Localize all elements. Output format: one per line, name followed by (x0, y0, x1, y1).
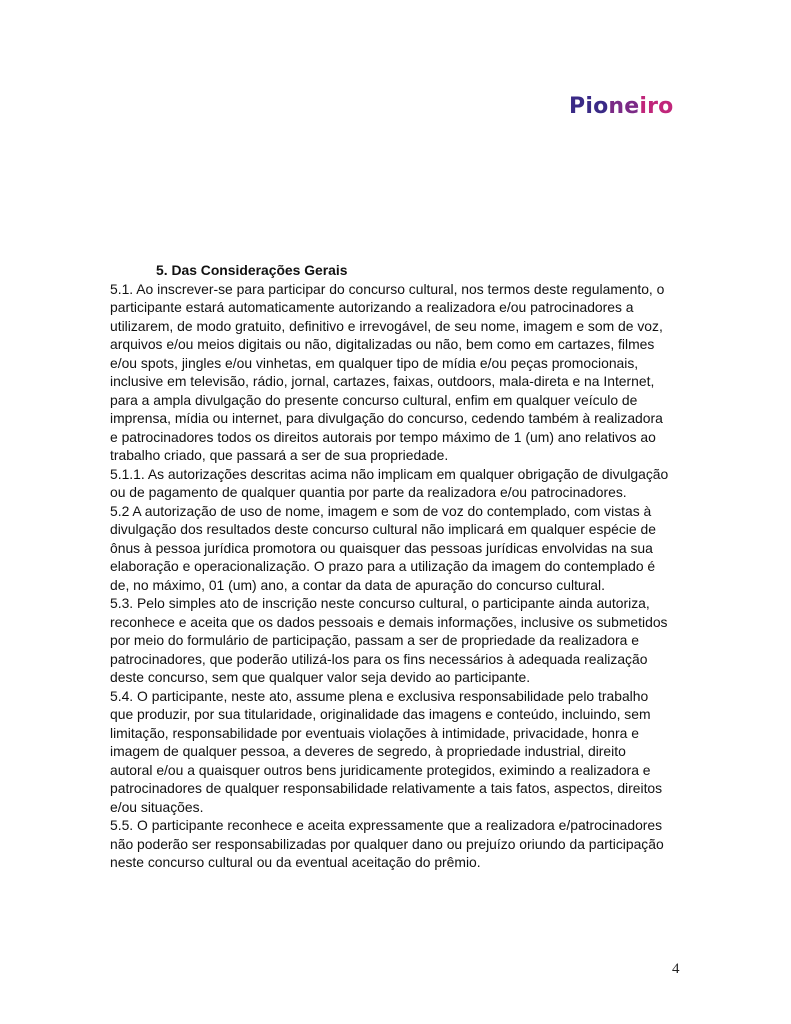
logo-text-part-3: iro (639, 94, 674, 119)
text-line: arquivos e/ou meios digitais ou não, digitalizadas ou não, bem como em cartazes, filmes (110, 336, 655, 352)
section-heading: 5. Das Considerações Gerais (156, 262, 348, 278)
text-line: 5.4. O participante, neste ato, assume plena e exclusiva responsabilidade pelo trabalho (110, 687, 649, 704)
text-line: e patrocinadores todos os direitos autorais por tempo máximo de 1 (um) ano relativos ao (110, 428, 656, 445)
text-line: patrocinadores, que poderão utilizá-los para os fins necessários à adequada realização (110, 650, 648, 667)
paragraph (110, 816, 685, 872)
text-line: participante estará automaticamente autorizando a realizadora e/ou patrocinadores a (110, 299, 634, 315)
text-line: limitação, responsabilidade por eventuais violações à intimidade, privacidade, honra e (110, 724, 639, 741)
logo-text-part-1: Pio (569, 94, 609, 119)
text-line: divulgação dos resultados deste concurso cultural não implicará em qualquer espécie de (110, 521, 656, 537)
paragraph (110, 465, 685, 502)
text-line: utilizarem, de modo gratuito, definitivo e irrevogável, de seu nome, imagem e som de voz, (110, 317, 663, 334)
text-line: 5.1. Ao inscrever-se para participar do concurso cultural, nos termos deste regulamento, o (110, 280, 665, 297)
text-line: ônus à pessoa jurídica promotora ou quaisquer das pessoas jurídicas envolvidas na sua (110, 539, 653, 556)
text-line: 5.5. O participante reconhece e aceita expressamente que a realizadora e/patrocinadores (110, 817, 663, 833)
text-line: patrocinadores de qualquer responsabilidade relativamente a tais fatos, aspectos, direitos (110, 780, 663, 796)
text-line: reconhece e aceita que os dados pessoais e demais informações, inclusive os submetidos (110, 613, 668, 630)
page-number: 4 (672, 961, 680, 977)
logo-text-part-2: ne (608, 94, 640, 119)
paragraph (110, 280, 685, 465)
text-line: por meio do formulário de participação, passam a ser de propriedade da realizadora e (110, 632, 639, 648)
text-line: trabalho criado, que passará a ser de sua propriedade. (110, 447, 449, 463)
text-line: deste concurso, sem que qualquer valor seja devido ao participante. (110, 669, 531, 685)
text-line: ou de pagamento de qualquer quantia por parte da realizadora e/ou patrocinadores. (110, 484, 627, 500)
text-line: elaboração e operacionalização. O prazo para a utilização da imagem do contemplado é (110, 558, 656, 574)
paragraph (110, 687, 685, 817)
text-line: 5.1.1. As autorizações descritas acima não implicam em qualquer obrigação de divulgação (110, 465, 669, 482)
text-line: autoral e/ou a quaisquer outros bens juridicamente protegidos, eximindo a realizadora e (110, 761, 651, 778)
text-line: para a ampla divulgação do presente concurso cultural, enfim em qualquer veículo de (110, 391, 638, 408)
text-line: que produzir, por sua titularidade, originalidade das imagens e conteúdo, incluindo, sem (110, 706, 651, 722)
text-line: imprensa, mídia ou internet, para divulgação do concurso, cedendo também à realizadora (110, 410, 663, 426)
text-line: e/ou situações. (110, 798, 204, 815)
text-line: neste concurso cultural ou da eventual aceitação do prêmio. (110, 854, 481, 870)
text-line: 5.2 A autorização de uso de nome, imagem e som de voz do contemplado, com vistas à (110, 502, 652, 519)
text-line: 5.3. Pelo simples ato de inscrição neste concurso cultural, o participante ainda autoriza, (110, 595, 650, 611)
paragraph (110, 502, 685, 595)
text-line: inclusive em televisão, rádio, jornal, cartazes, faixas, outdoors, mala-direta e na Internet, (110, 373, 655, 389)
text-line: e/ou spots, jingles e/ou vinhetas, em qualquer tipo de mídia e/ou peças promocionais, (110, 354, 639, 371)
text-line: de, no máximo, 01 (um) ano, a contar da data de apuração do concurso cultural. (110, 576, 605, 593)
section-body (110, 280, 685, 872)
pioneiro-logo (569, 96, 673, 118)
text-line: imagem de qualquer pessoa, a deveres de segredo, à propriedade industrial, direito (110, 743, 626, 759)
text-line: não poderão ser responsabilizadas por qualquer dano ou prejuízo oriundo da participação (110, 835, 664, 852)
regulation-section (110, 261, 685, 872)
paragraph (110, 594, 685, 687)
